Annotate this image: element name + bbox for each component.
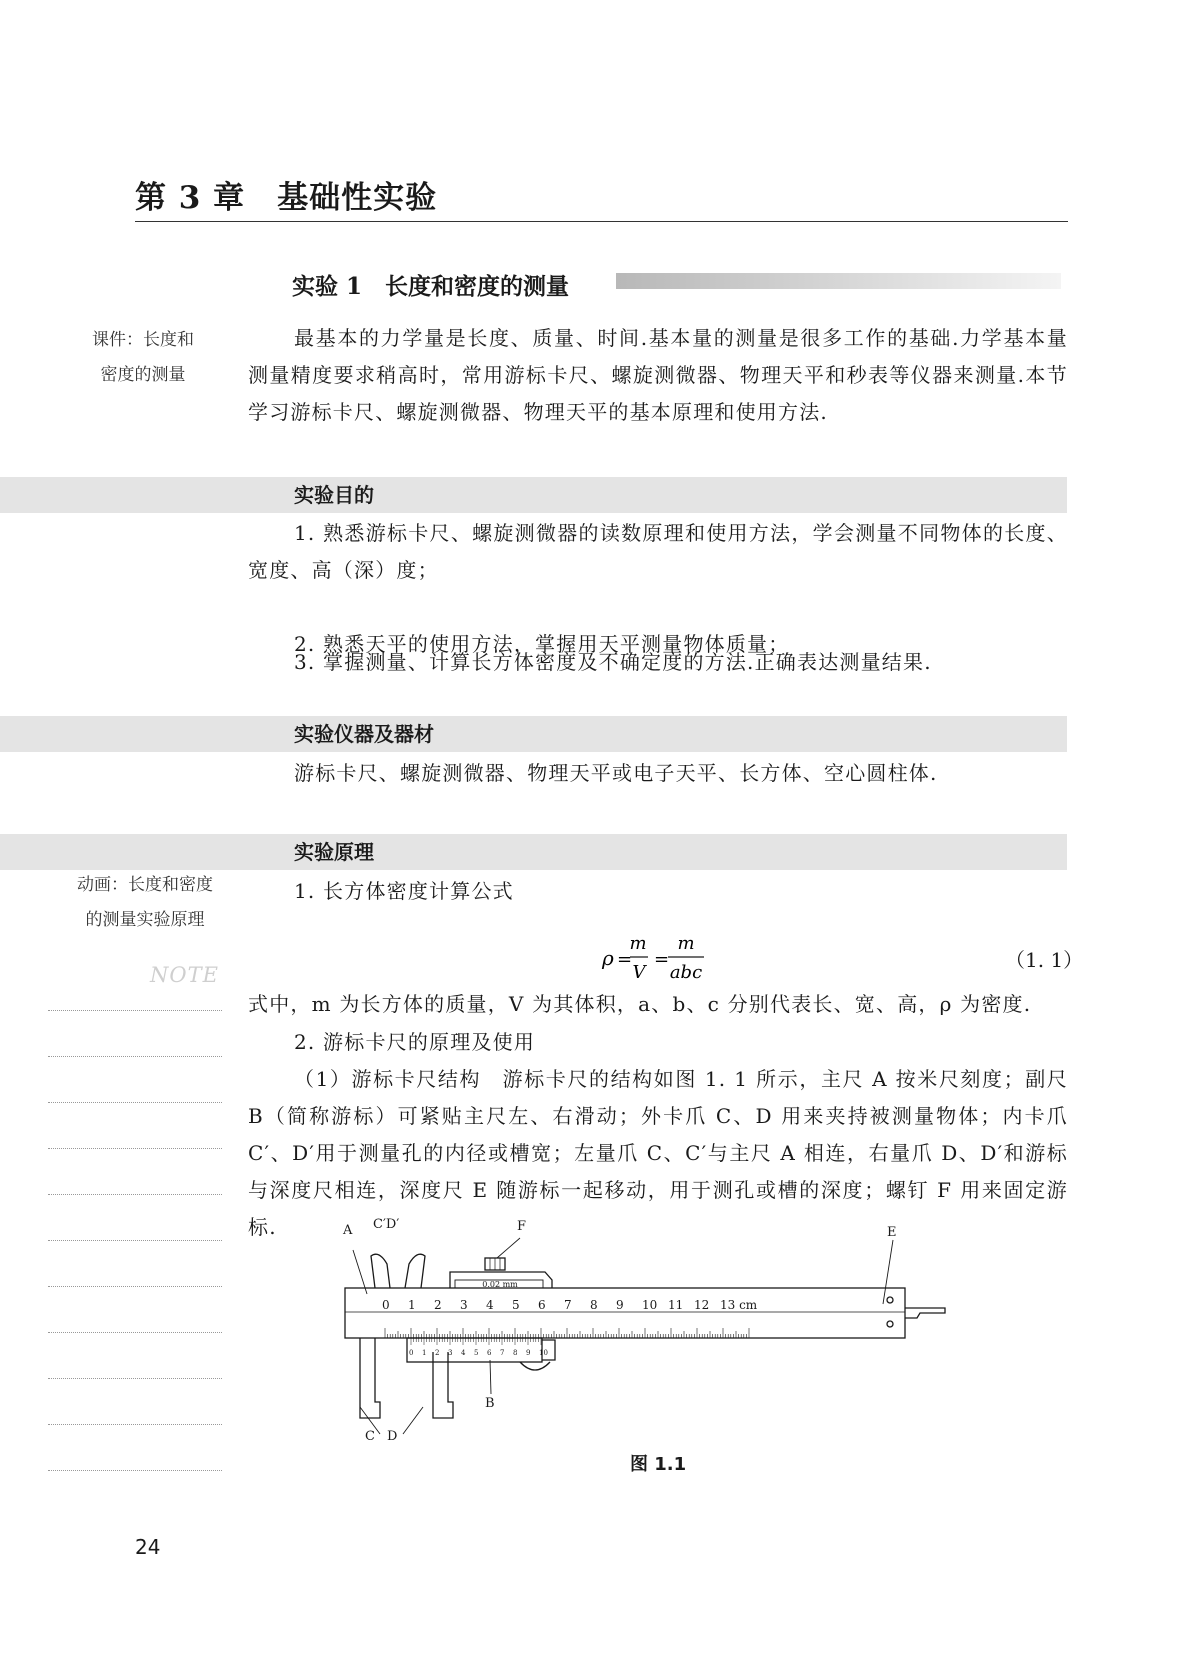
main-scale-label: 11 (668, 1298, 684, 1312)
note-line (48, 1378, 222, 1379)
vernier-scale-label: 0 (409, 1349, 414, 1357)
vernier-scale-label: 7 (500, 1349, 505, 1357)
note-line (48, 1194, 222, 1195)
note-line (48, 1240, 222, 1241)
main-scale-label: 1 (408, 1298, 416, 1312)
beam-rivet (887, 1297, 893, 1303)
vernier-scale-label: 2 (435, 1349, 440, 1357)
figure-label-E: E (887, 1225, 897, 1240)
fixed-outer-jaw-C (360, 1338, 380, 1418)
note-line (48, 1332, 222, 1333)
chapter-title: 第 3 章 基础性实验 (135, 180, 438, 216)
formula-num1: m (629, 933, 647, 954)
main-scale-label: 2 (434, 1298, 442, 1312)
main-scale-label: 9 (616, 1298, 624, 1312)
section-band-purpose (0, 477, 1067, 513)
page-number: 24 (135, 1535, 161, 1559)
note-line (48, 1148, 222, 1149)
section-title-instruments: 实验仪器及器材 (294, 722, 434, 746)
vernier-scale-label: 6 (487, 1349, 492, 1357)
section-title-purpose: 实验目的 (294, 483, 374, 507)
leader-B (490, 1360, 491, 1394)
main-scale-label: 0 (382, 1298, 390, 1312)
vernier-scale-label: 8 (513, 1349, 518, 1357)
note-line (48, 1286, 222, 1287)
figure-label-B: B (485, 1396, 495, 1411)
note-label: NOTE (150, 963, 219, 987)
main-scale-label: 10 (642, 1298, 658, 1312)
formula-eq2: = (654, 949, 670, 970)
main-scale-label: 5 (512, 1298, 520, 1312)
equation-number: （1. 1） (1005, 948, 1084, 972)
margin-courseware-line1: 课件：长度和 (92, 330, 194, 350)
purpose-item-1: 1. 熟悉游标卡尺、螺旋测微器的读数原理和使用方法，学会测量不同物体的长度、宽度、高（深）度； (248, 521, 1068, 582)
vernier-scale-label: 9 (526, 1349, 531, 1357)
figure-label-C: C (365, 1429, 375, 1444)
note-line (48, 1056, 222, 1057)
figure-label-CD-prime: C′D′ (373, 1217, 400, 1232)
figure-label-A: A (343, 1223, 353, 1238)
vernier-scale-label: 1 (422, 1349, 427, 1357)
margin-animation-link[interactable] (62, 868, 228, 938)
leader-D (403, 1407, 423, 1434)
note-line (48, 1102, 222, 1103)
experiment-title: 实验 1 长度和密度的测量 (292, 273, 570, 300)
vernier-scale-ticks (409, 1338, 548, 1357)
figure-caption: 图 1.1 (630, 1454, 687, 1475)
chapter-rule (135, 221, 1068, 222)
depth-rod (905, 1308, 945, 1318)
formula-where: 式中，m 为长方体的质量，V 为其体积，a、b、c 分别代表长、宽、高，ρ 为密度. (248, 992, 1032, 1016)
section-band-principle (0, 834, 1067, 870)
margin-courseware-line2: 密度的测量 (100, 365, 186, 385)
margin-animation-line1: 动画：长度和密度 (77, 875, 213, 895)
purpose-item-3: 3. 掌握测量、计算长方体密度及不确定度的方法.正确表达测量结果. (294, 650, 932, 674)
main-scale-beam (345, 1288, 905, 1338)
principle-item-2: 2. 游标卡尺的原理及使用 (294, 1030, 536, 1054)
intro-paragraph: 最基本的力学量是长度、质量、时间.基本量的测量是很多工作的基础.力学基本量测量精度要求稍高时，常用游标卡尺、螺旋测微器、物理天平和秒表等仪器来测量.本节学习游标卡尺、螺旋测微器、物理天平的基本原理和使用方法. (248, 326, 1068, 424)
margin-courseware-link[interactable] (68, 323, 218, 393)
vernier-scale-label: 4 (461, 1349, 466, 1357)
note-line (48, 1424, 222, 1425)
density-formula (602, 928, 722, 988)
principle-item-1: 1. 长方体密度计算公式 (294, 879, 514, 903)
figure-label-D: D (387, 1429, 398, 1444)
formula-den2: abc (669, 962, 703, 983)
main-scale-label: 6 (538, 1298, 546, 1312)
caliper-structure-paragraph: （1）游标卡尺结构 游标卡尺的结构如图 1. 1 所示，主尺 A 按米尺刻度；副尺 B（简称游标）可紧贴主尺左、右滑动；外卡爪 C、D 用来夹持被测量物体；内卡爪 C′、D′用于测量孔的内径或槽宽；左量爪 C、C′与主尺 A 相连，右量爪 D、D′和游标与深度尺相连，深度尺 E 随游标一起移动，用于测孔或槽的深度；螺钉 F 用来固定游标. (248, 1067, 1068, 1239)
vernier-scale-label: 10 (539, 1349, 548, 1357)
thumb-wheel (520, 1362, 550, 1370)
figure-label-F: F (517, 1219, 527, 1234)
main-scale-label: 4 (486, 1298, 494, 1312)
main-scale-ticks (382, 1298, 758, 1338)
instruments-text: 游标卡尺、螺旋测微器、物理天平或电子天平、长方体、空心圆柱体. (294, 761, 938, 785)
note-line (48, 1470, 222, 1471)
main-scale-label: 13 cm (720, 1298, 758, 1312)
inner-jaw-D-prime (405, 1254, 425, 1288)
purpose-item-2: 2. 熟悉天平的使用方法，掌握用天平测量物体质量； (294, 632, 790, 656)
formula-rho: ρ (602, 946, 614, 970)
note-line (48, 1010, 222, 1011)
vernier-precision-label: 0.02 mm (482, 1280, 518, 1289)
margin-animation-line2: 的测量实验原理 (85, 910, 205, 930)
formula-eq1: = (617, 949, 633, 970)
vernier-scale-label: 3 (448, 1349, 453, 1357)
section-band-instruments (0, 716, 1067, 752)
section-title-principle: 实验原理 (294, 840, 374, 864)
main-scale-label: 3 (460, 1298, 468, 1312)
vernier-scale-label: 5 (474, 1349, 479, 1357)
beam-rivet (887, 1321, 893, 1327)
main-scale-label: 7 (564, 1298, 572, 1312)
formula-den1: V (632, 962, 646, 983)
main-scale-label: 12 (694, 1298, 710, 1312)
leader-E (883, 1240, 893, 1304)
inner-jaw-C-prime (371, 1254, 390, 1288)
main-scale-label: 8 (590, 1298, 598, 1312)
formula-num2: m (677, 933, 695, 954)
experiment-title-bar (616, 273, 1061, 289)
vernier-caliper-figure (343, 1217, 965, 1444)
